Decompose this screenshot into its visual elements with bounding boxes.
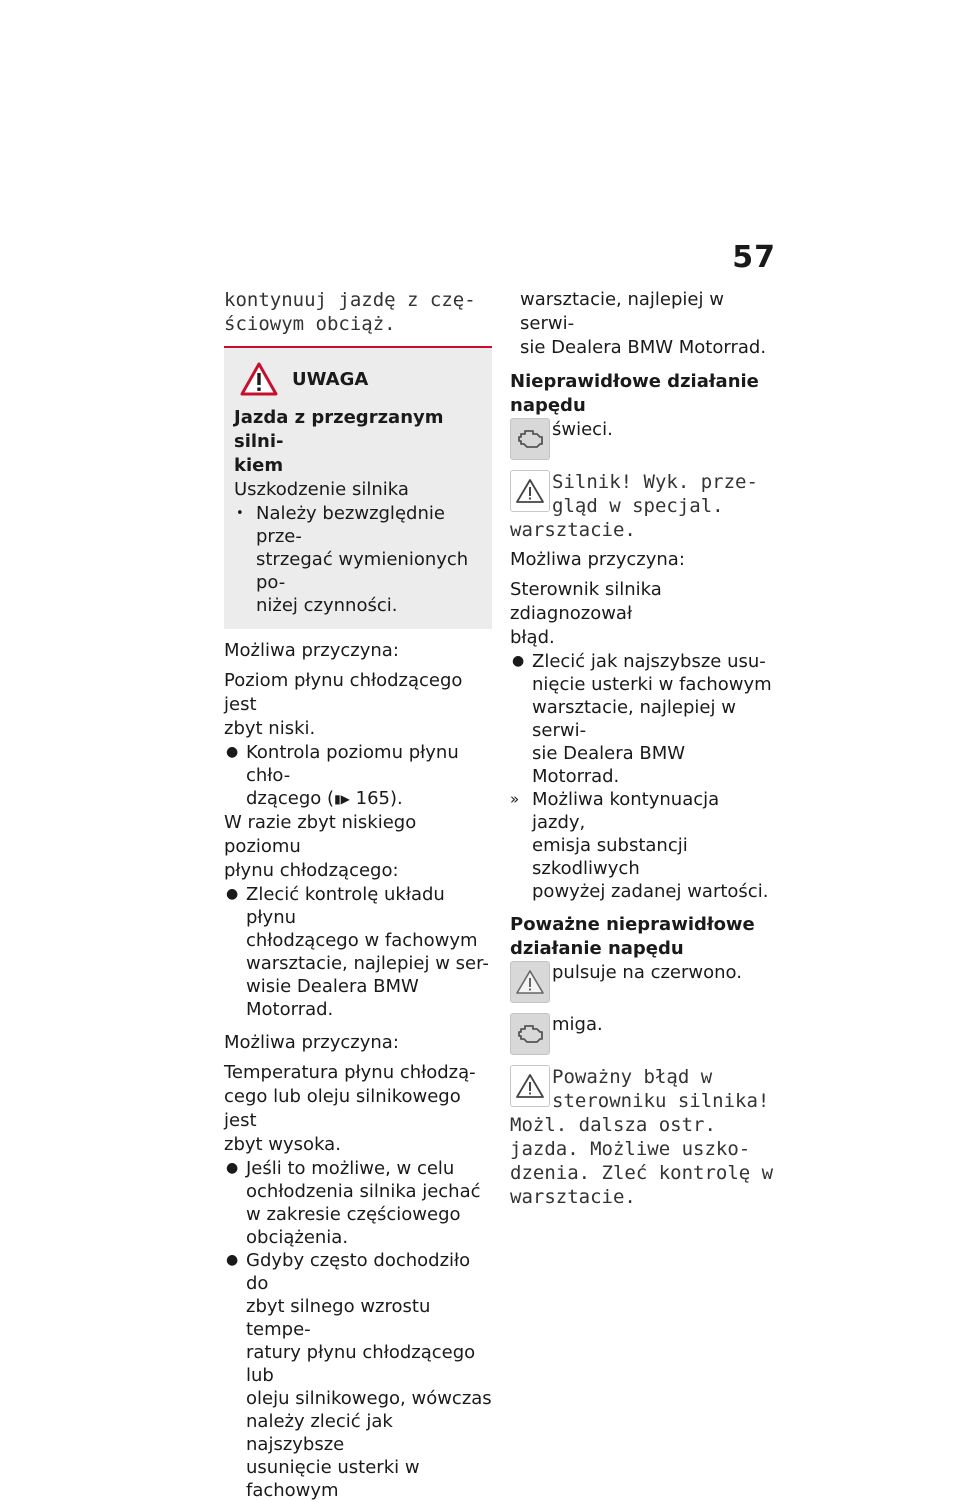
section2-display-message-cont: Możl. dalsza ostr. jazda. Możliwe uszko- dzenia. Zleć kontrolę w warsztacie. <box>510 1114 774 1208</box>
severe-message-row <box>510 1065 778 1113</box>
section2-engine-text: miga. <box>552 1014 603 1035</box>
engine-blink-row <box>510 1013 778 1055</box>
cause2-text: Temperatura płynu chłodzą- cego lub oleju silnikowego jest zbyt wysoka. <box>224 1062 476 1155</box>
continued-text: warsztacie, najlepiej w serwi- sie Dealera BMW Motorrad. <box>520 289 767 358</box>
cause1-extra: W razie zbyt niskiego poziomu płynu chłodzącego: <box>224 812 417 881</box>
cause1-bullet: ● Kontrola poziomu płynu chło- dzącego (▮▶ 165). <box>226 742 459 809</box>
engine-check-icon <box>510 1013 550 1055</box>
general-warning-icon <box>510 1065 550 1107</box>
engine-indicator-row <box>510 418 778 460</box>
section1-bullet: ● Zlecić jak najszybsze usu- nięcie usterki w fachowym warsztacie, najlepiej w serwi- sie Dealera BMW Motorrad. <box>512 651 772 787</box>
cause1-bullet2: ● Zlecić kontrolę układu płynu chłodzącego w fachowym warsztacie, najlepiej w ser- wisie Dealera BMW Motorrad. <box>226 884 489 1020</box>
right-column <box>510 288 778 1209</box>
engine-check-icon <box>510 418 550 460</box>
warning-triangle-icon <box>240 362 278 396</box>
warning-bullet: • Należy bezwzględnie prze- strzegać wymienionych po- niżej czynności. <box>236 503 469 616</box>
warning-text: Uszkodzenie silnika <box>234 479 409 500</box>
section1-cause-label: Możliwa przyczyna: <box>510 549 685 570</box>
section1-heading: Nieprawidłowe działanie napędu <box>510 371 759 416</box>
warning-box <box>224 348 492 629</box>
cause1-label: Możliwa przyczyna: <box>224 640 399 661</box>
red-warning-icon <box>510 961 550 1003</box>
cause2-bullet1: ● Jeśli to możliwe, w celu ochłodzenia silnika jechać w zakresie częściowego obciążenia. <box>226 1158 481 1248</box>
warning-title: UWAGA <box>292 368 369 390</box>
cause2-bullet2: ● Gdyby często dochodziło do zbyt silnego wzrostu tempe- ratury płynu chłodzącego lub oleju silnikowego, wówczas należy zlecić jak najszybsze usunięcie usterki w fachowym <box>226 1250 492 1501</box>
section1-display-message-cont: warsztacie. <box>510 519 636 541</box>
page-reference-arrow-icon: ▮▶ <box>334 792 350 806</box>
mono-intro: kontynuuj jazdę z czę- ściowym obciąż. <box>224 289 476 335</box>
section1-engine-text: świeci. <box>552 419 613 440</box>
cause1-text: Poziom płynu chłodzącego jest zbyt niski. <box>224 670 463 739</box>
page-reference[interactable]: 165). <box>355 788 403 809</box>
general-warning-icon <box>510 470 550 512</box>
left-column <box>224 288 492 1502</box>
section1-cause-text: Sterownik silnika zdiagnozował błąd. <box>510 579 662 648</box>
cause2-label: Możliwa przyczyna: <box>224 1032 399 1053</box>
page-number: 57 <box>732 240 776 275</box>
warning-message-row <box>510 470 778 518</box>
warning-heading: Jazda z przegrzanym silni- kiem <box>234 407 444 476</box>
section1-display-message: Silnik! Wyk. prze- gląd w specjal. <box>552 471 758 517</box>
section1-result: » Możliwa kontynuacja jazdy, emisja substancji szkodliwych powyżej zadanej wartości. <box>510 789 769 902</box>
section2-warn-text: pulsuje na czerwono. <box>552 962 742 983</box>
red-warning-row <box>510 961 778 1003</box>
section2-heading: Poważne nieprawidłowe działanie napędu <box>510 914 755 959</box>
section2-display-message: Poważny błąd w sterowniku silnika! <box>552 1066 770 1112</box>
